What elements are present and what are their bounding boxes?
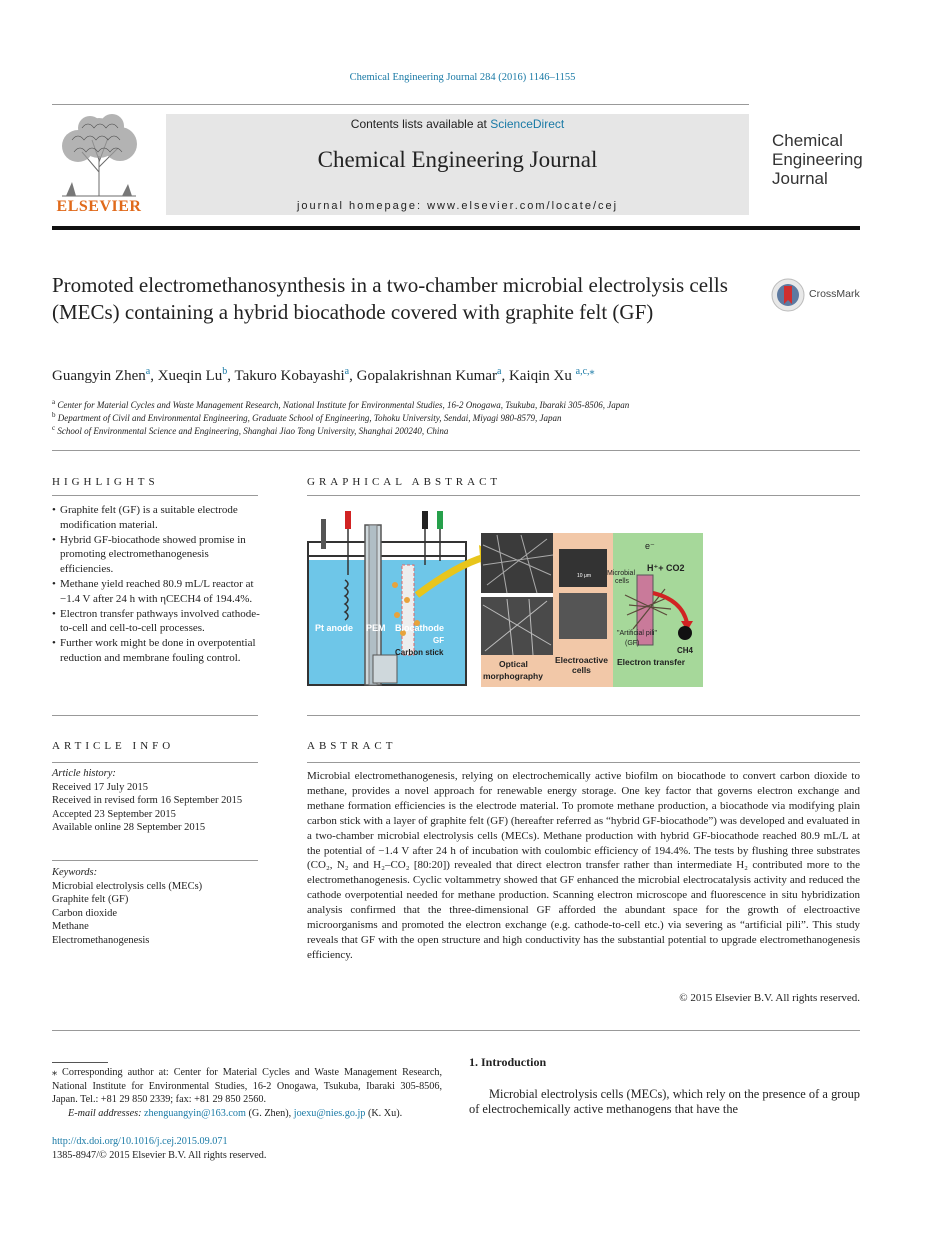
author-name[interactable]: Kaiqin Xu (508, 368, 572, 384)
affiliation (52, 398, 629, 410)
pem-label: PEM (366, 623, 386, 633)
highlights-heading: HIGHLIGHTS (52, 476, 159, 488)
history-entry: Received in revised form 16 September 2015 (52, 795, 243, 806)
sem-image-1 (481, 533, 553, 593)
keywords-label: Keywords: (52, 867, 98, 878)
biocathode-label: Biocathode (395, 623, 445, 633)
crossmark-badge[interactable] (771, 278, 861, 312)
divider (307, 762, 860, 763)
history-entry: Accepted 23 September 2015 (52, 808, 176, 820)
black-lead (422, 511, 428, 529)
keyword: Microbial electrolysis cells (MECs) (52, 880, 203, 892)
highlight-item: • Graphite felt (GF) is a suitable electrode modification material. (52, 503, 262, 533)
article-title: Promoted electromethanosynthesis in a two-chamber microbial electrolysis cells (MECs) containing a hybrid biocathode covered with graphite felt (GF) (52, 273, 728, 324)
highlights-list (52, 503, 262, 666)
optical-label: Optical (499, 659, 528, 669)
ch4-label: CH4 (677, 646, 694, 655)
h-co2-label: H⁺+ CO2 (647, 563, 685, 573)
gf-paren-label: (GF) (625, 640, 640, 647)
author-affil-sup[interactable]: a,c,⁎ (575, 366, 595, 377)
affiliation-text: School of Environmental Science and Engineering, Shanghai Jiao Tong University, Shanghai 200240, China (57, 426, 449, 436)
abstract-copyright: © 2015 Elsevier B.V. All rights reserved. (679, 992, 860, 1004)
sem-image-2 (481, 597, 553, 655)
article-info-heading: ARTICLE INFO (52, 740, 175, 752)
highlight-item: • Hybrid GF-biocathode showed promise in promoting electromethanogenesis efficiencies. (52, 533, 262, 577)
author-affil-sup[interactable]: a (145, 366, 151, 377)
abstract-heading: ABSTRACT (307, 740, 397, 752)
contents-line (166, 117, 749, 131)
corresponding-author-note: ⁎ Corresponding author at: Center for Material Cycles and Waste Management Research, National Institute for Environmental Studies, 16-2 Onogawa, Tsukuba, Ibaraki 305-8506, Japan. Tel.: +81 29 850 2339; fax: +81 29 850 2560. (52, 1067, 442, 1105)
footnote-rule (52, 1062, 108, 1063)
header-thick-rule (52, 226, 860, 230)
author-list: Guangyin Zhen$^a$, Xueqin Lu$^b$, Takuro Kobayashi$^a$, Gopalakrishnan Kumar$^a$, Kaiqin Xu $^{a,c,⁎}$ (52, 366, 595, 384)
divider (52, 1030, 860, 1031)
graphical-abstract-heading: GRAPHICAL ABSTRACT (307, 476, 502, 488)
cej-logo-line-2: Engineering (772, 150, 863, 169)
affiliation-text: Center for Material Cycles and Waste Management Research, National Institute for Environmental Studies, 16-2 Onogawa, Tsukuba, Ibaraki 305-8506, Japan (57, 400, 630, 410)
affiliation-sup: a (52, 398, 56, 406)
introduction-heading: 1. Introduction (469, 1055, 547, 1069)
keyword: Carbon dioxide (52, 907, 118, 919)
affiliation (52, 424, 448, 436)
affiliation-text: Department of Civil and Environmental Engineering, Graduate School of Engineering, Tohoku University, Sendai, Miyagi 980-8579, Japan (57, 413, 562, 423)
keywords (52, 866, 262, 947)
journal-citation[interactable]: Chemical Engineering Journal 284 (2016) 1146–1155 (349, 72, 576, 83)
corresponding-footnote (52, 1066, 442, 1120)
scale-label: 10 μm (577, 573, 591, 579)
cej-logo-line-3: Journal (772, 169, 828, 188)
journal-name: Chemical Engineering Journal (317, 147, 598, 172)
microbial-label: Microbial (607, 570, 636, 577)
elsevier-wordmark: ELSEVIER (56, 198, 142, 215)
author-affil-sup[interactable]: a (497, 366, 502, 377)
author-name[interactable]: Xueqin Lu (157, 368, 223, 384)
email-label: E-mail addresses: (68, 1107, 145, 1119)
email-link[interactable]: zhenguangyin@163.com (144, 1107, 246, 1119)
cells-label-2: cells (615, 578, 630, 585)
introduction-text: Microbial electrolysis cells (MECs), which rely on the presence of a group of electrochemically active methanogens that have the (469, 1087, 860, 1116)
affiliation (52, 411, 562, 423)
electroactive-label: Electroactive (555, 655, 608, 665)
keyword: Graphite felt (GF) (52, 894, 129, 905)
author-name[interactable]: Gopalakrishnan Kumar (356, 368, 498, 384)
top-rule (52, 104, 749, 105)
keyword: Electromethanogenesis (52, 934, 150, 946)
cej-logo (772, 131, 863, 188)
gf-label: GF (433, 636, 445, 645)
electron-transfer-label: Electron transfer (617, 657, 686, 667)
reactor-lid (308, 542, 466, 556)
keyword: Methane (52, 921, 89, 932)
history-entry: Received 17 July 2015 (52, 781, 148, 793)
divider (307, 495, 860, 496)
crossmark-label: CrossMark (809, 288, 860, 300)
email-link[interactable]: joexu@nies.go.jp (293, 1107, 366, 1119)
divider (52, 860, 258, 861)
green-lead (437, 511, 443, 529)
morphography-label: morphography (483, 671, 543, 681)
contents-prefix: Contents lists available at (350, 117, 491, 131)
email-owner: (G. Zhen), (245, 1107, 294, 1119)
history-entry: Available online 28 September 2015 (52, 822, 206, 833)
journal-banner (166, 114, 749, 215)
highlight-item: • Further work might be done in overpotential reduction and membrane fouling control. (52, 636, 262, 666)
journal-homepage[interactable]: journal homepage: www.elsevier.com/locate/cej (296, 200, 619, 212)
electron-label: e⁻ (645, 541, 655, 551)
gf-electrode (402, 565, 414, 655)
author-name[interactable]: Takuro Kobayashi (234, 368, 345, 384)
pt-anode-label: Pt anode (315, 623, 354, 633)
divider (52, 715, 258, 716)
doi-link[interactable]: http://dx.doi.org/10.1016/j.cej.2015.09.071 (52, 1136, 228, 1147)
divider (52, 495, 258, 496)
crossmark-icon (771, 278, 805, 312)
red-lead (345, 511, 351, 529)
artificial-pili-label: "Artificial pili" (617, 630, 657, 637)
divider (307, 715, 860, 716)
email-owner: (K. Xu). (365, 1107, 403, 1119)
carbon-stick-label: Carbon stick (395, 648, 444, 657)
divider (52, 762, 258, 763)
issn-line: 1385-8947/© 2015 Elsevier B.V. All rights reserved. (52, 1150, 267, 1161)
highlight-item: • Methane yield reached 80.9 mL/L reactor at −1.4 V after 24 h with ηCECH4 of 194.4%. (52, 577, 262, 607)
cej-logo-line-1: Chemical (772, 131, 843, 150)
author-name[interactable]: Guangyin Zhen (52, 368, 146, 384)
author-affil-sup[interactable]: a (344, 366, 350, 377)
affiliation-sup: c (52, 424, 56, 432)
cells-label: cells (572, 665, 591, 675)
abstract-text: Microbial electromethanogenesis, relying on electrochemically active biofilm on biocathode to convert carbon dioxide to methane, provides a novel approach for renewable energy storage. One key factor that governs electron exchange and methane formation efficiencies is the electrode material. To promote methane production, a biocathode via modifying plain carbon stick with a layer of graphite felt (GF) (hereafter referred as “hybrid GF-biocathode”) was developed and evaluated in a two-chamber microbial electrolysis cells (MECs). Methane production with hybrid GF-biocathode reached 80.9 mL/L at the potential of −1.4 V after 24 h of incubation with coulombic efficiency of 194.4%. The tests by flushing three substrates (CO₂, N₂ and H₂–CO₂ [80:20]) revealed that direct electron transfer rather than intermediate H₂ contributed more to the electromethanogenesis. Cyclic voltammetry showed that GF enhanced the microbial electrocatalysis activity and reduced the cathode overpotential needed for methane production. Scanning electron microscope and fluorescence in situ hybridization analysis confirmed that the three-dimensional GF afforded the abundant space for the growth of electroactive microorganisms and promoted the electron exchange (e.g. cathode-to-cell etc.) via severing as “artificial pili”. This study reveals that GF with the open structure and high conductivity has the substantial potential to upgrade electromethanogenesis efficiency. (307, 770, 860, 961)
sciencedirect-link[interactable]: ScienceDirect (490, 117, 565, 131)
article-history (52, 767, 262, 835)
affiliation-sup: b (52, 411, 56, 419)
divider (52, 450, 860, 451)
history-label: Article history: (52, 768, 116, 779)
highlight-item: • Electron transfer pathways involved cathode-to-cell and cell-to-cell processes. (52, 607, 262, 637)
graphical-abstract-figure (307, 505, 703, 688)
author-affil-sup[interactable]: b (222, 366, 228, 377)
